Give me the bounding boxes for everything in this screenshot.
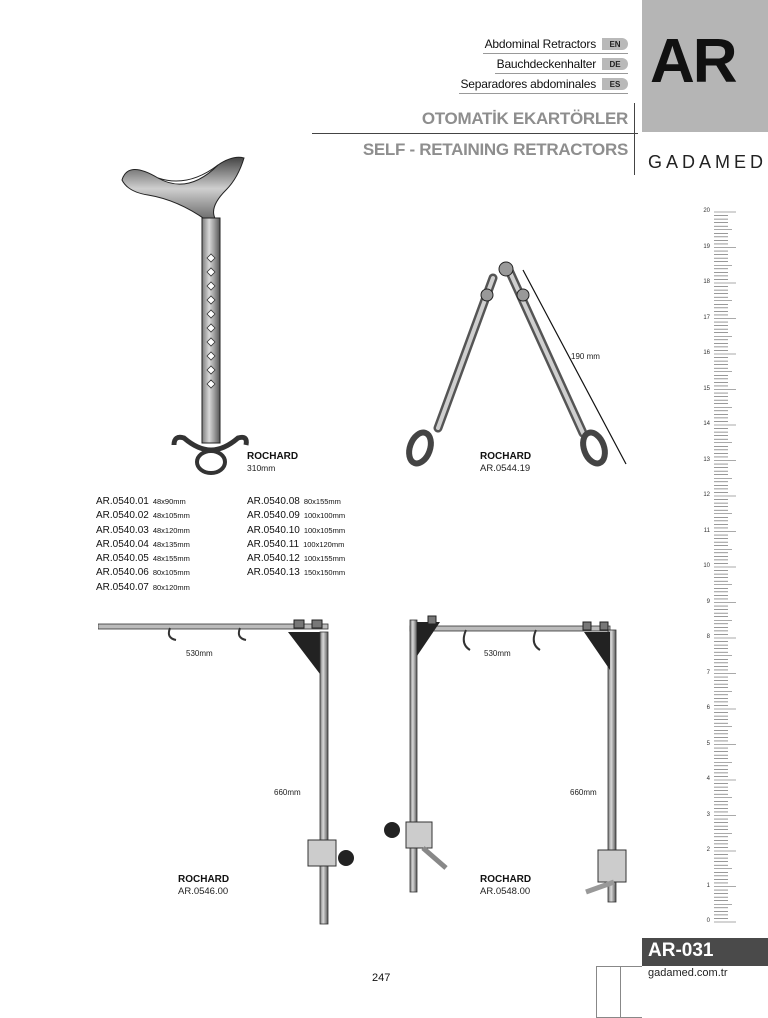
ruler-label: 10 bbox=[703, 563, 710, 569]
article-size: 100x155mm bbox=[303, 554, 346, 564]
product-size: 310mm bbox=[247, 463, 276, 473]
ruler-label: 7 bbox=[706, 669, 710, 676]
article-code: AR.0540.08 bbox=[247, 496, 300, 507]
ruler-label: 19 bbox=[703, 243, 710, 250]
ruler-label: 13 bbox=[703, 456, 710, 463]
code-row bbox=[247, 566, 345, 580]
code-row bbox=[96, 509, 190, 523]
product-code: AR.0546.00 bbox=[178, 886, 229, 897]
code-row bbox=[247, 552, 345, 566]
product-name: ROCHARD bbox=[247, 451, 299, 462]
brand-logo: GADAMED bbox=[648, 152, 768, 172]
lang-text: Abdominal Retractors bbox=[484, 37, 596, 51]
ruler-label: 0 bbox=[706, 918, 710, 924]
ruler-label: 14 bbox=[703, 421, 710, 427]
ruler-label: 9 bbox=[706, 598, 710, 605]
article-size: 100x120mm bbox=[303, 539, 345, 549]
article-size: 48x90mm bbox=[152, 497, 186, 506]
rochard-retractor-image bbox=[398, 258, 638, 473]
article-size: 48x135mm bbox=[152, 539, 190, 549]
divider bbox=[312, 133, 638, 134]
article-code: AR.0540.06 bbox=[96, 567, 149, 579]
ruler-label: 16 bbox=[703, 350, 710, 356]
code-row bbox=[247, 509, 345, 523]
product-code: AR.0544.19 bbox=[480, 463, 531, 474]
article-size: 100x100mm bbox=[303, 511, 346, 521]
article-size: 48x120mm bbox=[152, 525, 190, 535]
dimension-label: 530mm bbox=[186, 649, 213, 658]
code-table-left bbox=[96, 495, 190, 595]
footer-frame bbox=[620, 966, 643, 1018]
code-row bbox=[247, 495, 345, 509]
lang-text: Separadores abdominales bbox=[460, 77, 596, 91]
title-english: SELF - RETAINING RETRACTORS bbox=[362, 140, 628, 159]
ruler-label: 15 bbox=[703, 385, 710, 392]
article-code: AR.0540.02 bbox=[96, 510, 149, 522]
article-code: AR.0540.09 bbox=[247, 510, 300, 522]
article-size: 100x105mm bbox=[303, 525, 346, 535]
ruler-label: 3 bbox=[706, 811, 710, 818]
code-row bbox=[96, 566, 190, 580]
website-url: gadamed.com.tr bbox=[648, 967, 728, 979]
dimension-label: 660mm bbox=[570, 788, 597, 797]
page-code: AR-031 bbox=[648, 940, 714, 961]
product-name: ROCHARD bbox=[480, 451, 532, 462]
article-code: AR.0540.10 bbox=[247, 524, 300, 536]
section-code: AR bbox=[650, 27, 736, 96]
code-row bbox=[96, 538, 190, 552]
code-row bbox=[247, 524, 345, 538]
article-code: AR.0540.04 bbox=[96, 538, 149, 550]
ruler-label: 11 bbox=[703, 527, 710, 534]
divider-vertical bbox=[634, 103, 635, 175]
article-code: AR.0540.05 bbox=[96, 553, 149, 565]
ruler-label: 12 bbox=[703, 492, 710, 498]
lang-label-de bbox=[497, 56, 628, 72]
article-code: AR.0540.03 bbox=[96, 524, 149, 536]
rochard-blade-image bbox=[118, 150, 258, 480]
code-row bbox=[96, 552, 190, 566]
dimension-label: 190 mm bbox=[571, 352, 600, 361]
code-table-right bbox=[247, 495, 345, 581]
dimension-label: 530mm bbox=[484, 649, 511, 658]
product-name: ROCHARD bbox=[480, 874, 532, 885]
article-code: AR.0540.01 bbox=[96, 496, 149, 507]
lang-badge: EN bbox=[602, 38, 628, 50]
ruler-label: 1 bbox=[706, 882, 710, 889]
article-size: 80x155mm bbox=[303, 497, 341, 506]
product-code: AR.0548.00 bbox=[480, 886, 531, 897]
ruler-label: 2 bbox=[706, 847, 710, 853]
article-size: 150x150mm bbox=[303, 568, 346, 578]
ruler-label: 4 bbox=[706, 776, 710, 782]
article-code: AR.0540.12 bbox=[247, 553, 300, 565]
product-name: ROCHARD bbox=[178, 874, 230, 885]
article-code: AR.0540.11 bbox=[247, 538, 300, 550]
page-number: 247 bbox=[372, 972, 391, 984]
ruler-label: 18 bbox=[703, 279, 710, 285]
measuring-ruler bbox=[710, 208, 742, 928]
ruler-label: 20 bbox=[703, 208, 710, 214]
lang-label-en bbox=[485, 36, 628, 52]
lang-text: Bauchdeckenhalter bbox=[496, 57, 596, 71]
lang-label-es bbox=[461, 76, 629, 92]
article-size: 80x105mm bbox=[152, 568, 190, 578]
rochard-frame-single-image bbox=[98, 618, 368, 930]
ruler-label: 17 bbox=[703, 314, 710, 321]
ruler-label: 8 bbox=[706, 634, 710, 640]
code-row bbox=[96, 495, 190, 509]
article-code: AR.0540.13 bbox=[247, 567, 300, 579]
article-size: 48x105mm bbox=[152, 511, 190, 521]
code-row bbox=[247, 538, 345, 552]
article-size: 48x155mm bbox=[152, 554, 190, 564]
code-row bbox=[96, 581, 190, 595]
article-size: 80x120mm bbox=[152, 582, 190, 592]
article-code: AR.0540.07 bbox=[96, 581, 149, 593]
code-row bbox=[96, 524, 190, 538]
lang-badge: ES bbox=[602, 78, 628, 90]
title-turkish: OTOMATİK EKARTÖRLER bbox=[421, 109, 628, 128]
ruler-label: 5 bbox=[706, 740, 710, 747]
lang-badge: DE bbox=[602, 58, 628, 70]
ruler-label: 6 bbox=[706, 705, 710, 711]
dimension-label: 660mm bbox=[274, 788, 301, 797]
